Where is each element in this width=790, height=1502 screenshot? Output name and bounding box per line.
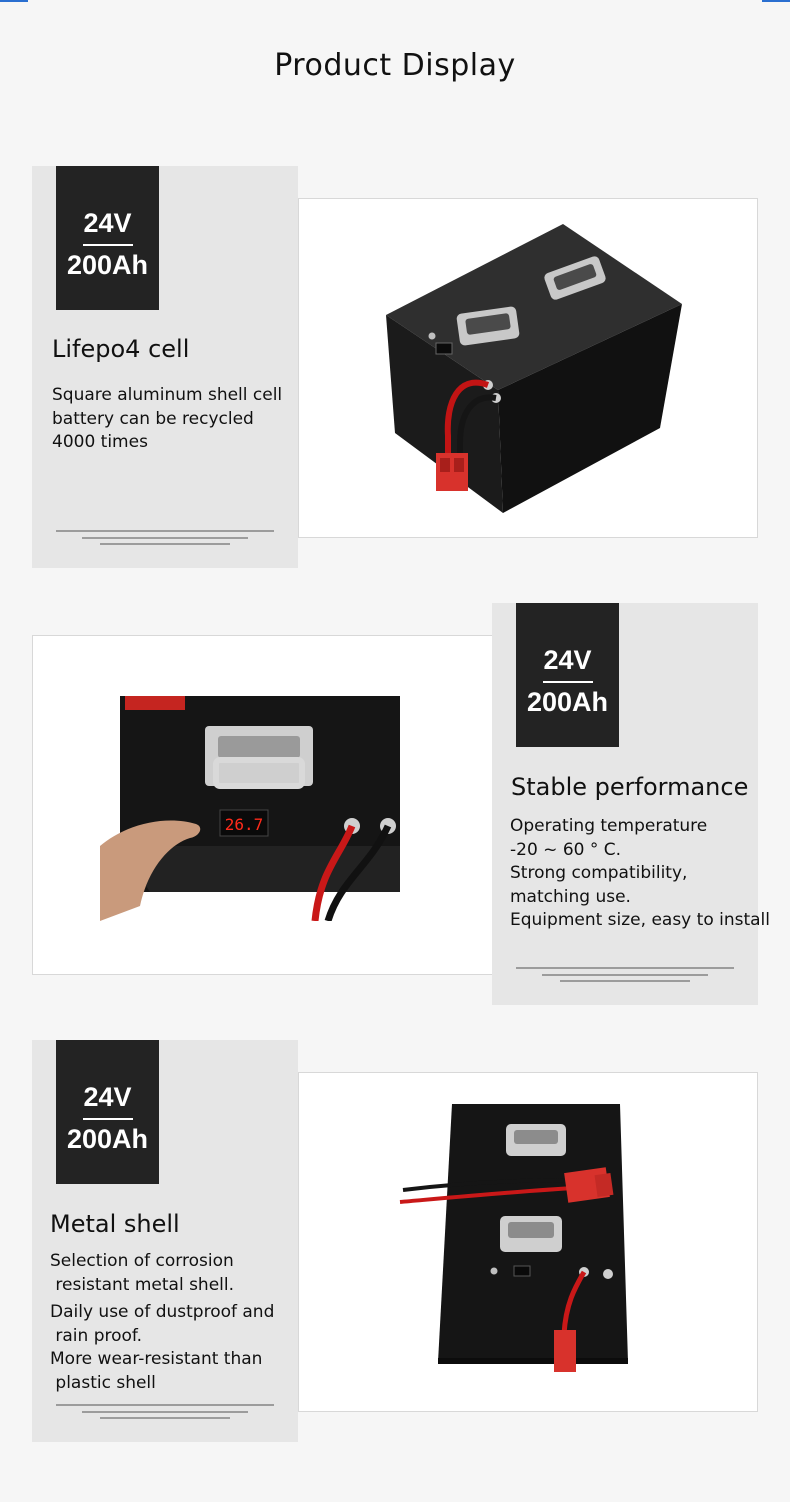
- voltage-label: 24V: [83, 208, 132, 238]
- description-line: 4000 times: [52, 432, 148, 452]
- battery-photo-closeup: [100, 696, 400, 921]
- battery-photo-angled: [298, 198, 758, 538]
- decorative-line: [100, 543, 230, 545]
- battery-photo-topdown: [298, 1072, 758, 1412]
- voltage-label: 24V: [543, 645, 592, 675]
- decorative-line: [516, 967, 734, 969]
- feature-description: [510, 815, 770, 933]
- description-line: More wear-resistant than: [50, 1349, 263, 1369]
- description-line: Square aluminum shell cell: [52, 385, 283, 405]
- description-line: Selection of corrosion: [50, 1251, 234, 1271]
- description-line: Strong compatibility,: [510, 863, 688, 883]
- description-line: plastic shell: [50, 1372, 156, 1393]
- feature-description: [52, 384, 282, 455]
- page-title: Product Display: [274, 48, 516, 83]
- feature-heading: Metal shell: [50, 1210, 180, 1238]
- voltage-label: 24V: [83, 1082, 132, 1112]
- decorative-line: [100, 1417, 230, 1419]
- decorative-line: [82, 1411, 248, 1413]
- top-left-accent: [0, 0, 28, 2]
- top-right-accent: [762, 0, 790, 2]
- feature-description: [50, 1250, 274, 1395]
- badge-divider: [543, 681, 593, 683]
- spec-badge: [56, 166, 159, 310]
- decorative-line: [56, 530, 274, 532]
- decorative-line: [56, 1404, 274, 1406]
- feature-heading: Stable performance: [511, 773, 749, 801]
- decorative-line: [82, 537, 248, 539]
- description-line: resistant metal shell.: [50, 1274, 235, 1295]
- description-line: -20 ~ 60 ° C.: [510, 839, 622, 860]
- feature-heading: Lifepo4 cell: [52, 335, 190, 363]
- decorative-line: [560, 980, 690, 982]
- description-line: matching use.: [510, 886, 631, 907]
- description-line: battery can be recycled: [52, 408, 254, 429]
- capacity-label: 200Ah: [66, 250, 149, 280]
- description-line: rain proof.: [50, 1325, 143, 1346]
- badge-divider: [83, 244, 133, 246]
- spec-badge: [56, 1040, 159, 1184]
- decorative-line: [542, 974, 708, 976]
- capacity-label: 200Ah: [66, 1124, 149, 1154]
- voltage-display-reading: 26.7: [224, 815, 264, 834]
- capacity-label: 200Ah: [526, 687, 609, 717]
- description-line: Operating temperature: [510, 816, 708, 836]
- description-line: Daily use of dustproof and: [50, 1302, 275, 1322]
- spec-badge: [516, 603, 619, 747]
- badge-divider: [83, 1118, 133, 1120]
- description-line: Equipment size, easy to install: [510, 910, 771, 930]
